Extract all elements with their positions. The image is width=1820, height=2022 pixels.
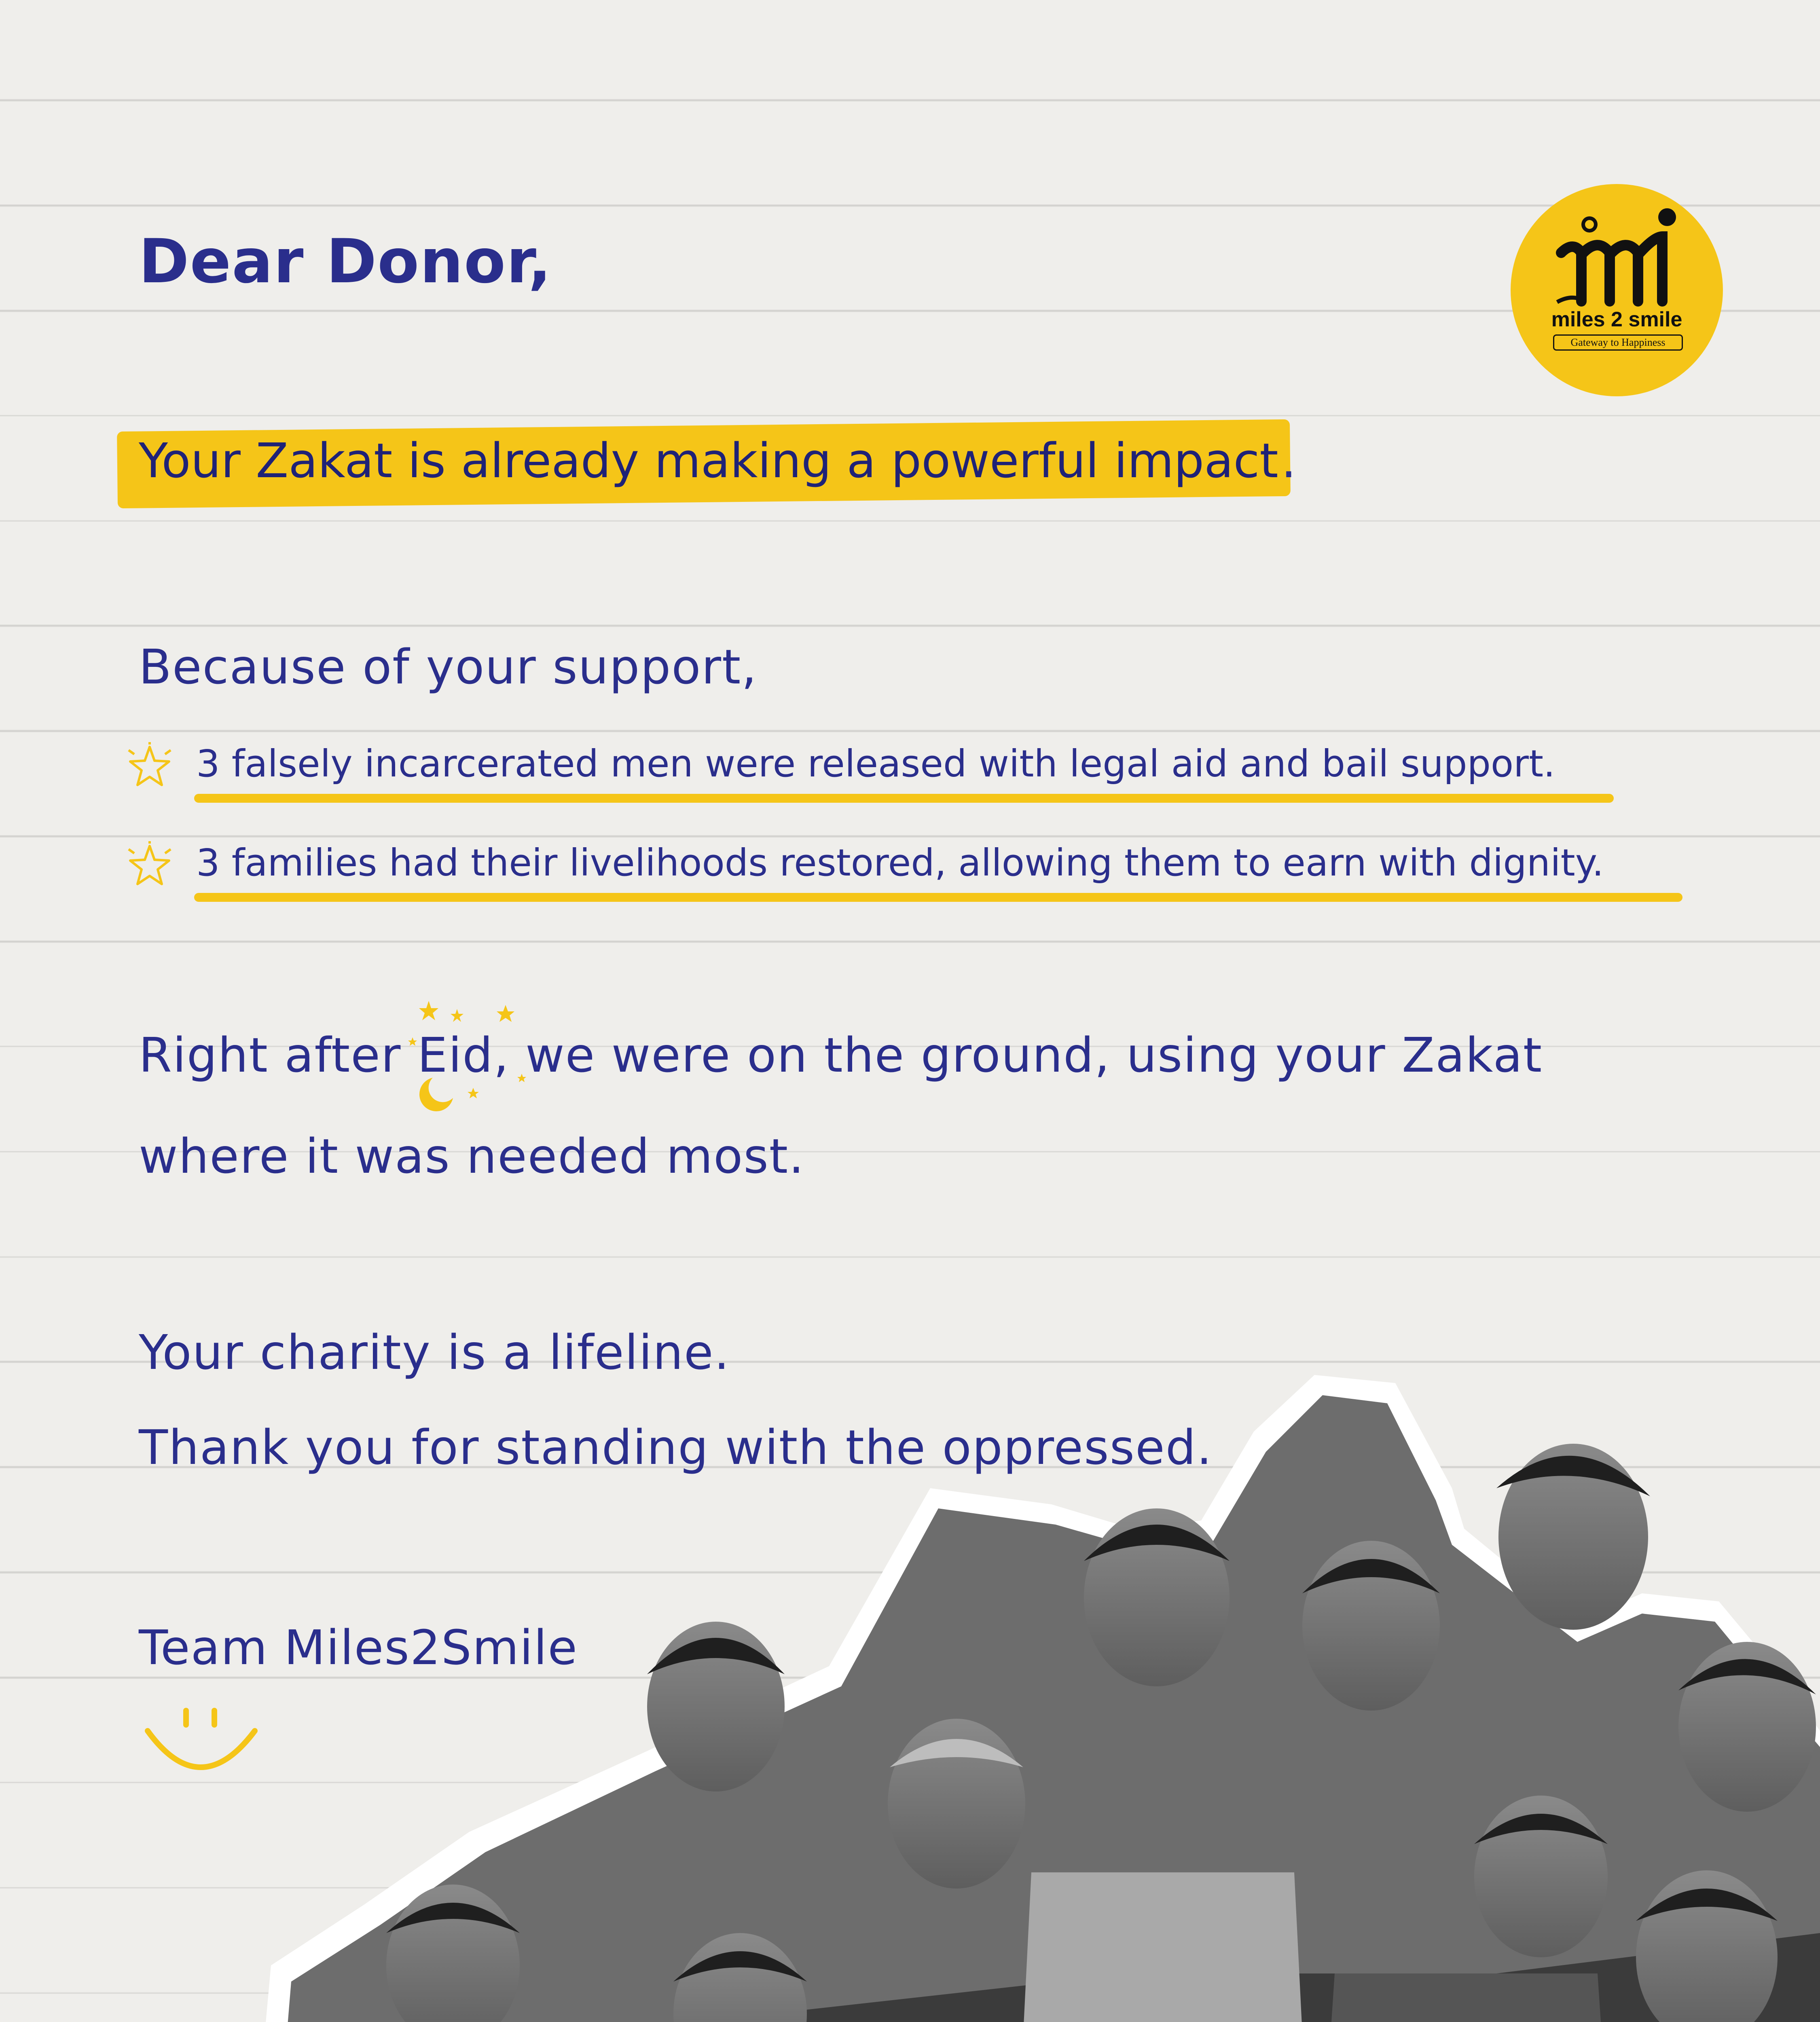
paragraph-line: Thank you for standing with the oppressed. xyxy=(139,1419,1213,1475)
bullet-underline xyxy=(194,893,1682,902)
bullet-underline xyxy=(194,794,1614,803)
miles2smile-logo xyxy=(1511,184,1723,396)
signature: Team Miles2Smile xyxy=(139,1620,578,1675)
greeting: Dear Donor, xyxy=(139,226,552,297)
children-group-photo xyxy=(243,1367,1820,2022)
bullet-text: 3 families had their livelihoods restored, allowing them to earn with dignity. xyxy=(196,841,1604,884)
sparkle-star-icon xyxy=(125,841,174,890)
paragraph-line: Your charity is a lifeline. xyxy=(139,1324,730,1380)
paragraph-line: Right after Eid, we were on the ground, using your Zakat xyxy=(139,1027,1543,1083)
paragraph-line: where it was needed most. xyxy=(139,1128,805,1184)
logo-tagline: Gateway to Happiness xyxy=(1553,334,1683,351)
logo-name: miles 2 smile xyxy=(1551,308,1682,331)
sparkle-star-icon xyxy=(125,742,174,791)
highlight-period: . xyxy=(1281,433,1297,489)
highlighted-statement xyxy=(117,433,1297,489)
intro-text: Because of your support, xyxy=(139,639,758,695)
logo-figures-icon xyxy=(1549,208,1687,309)
bullet-text: 3 falsely incarcerated men were released with legal aid and bail support. xyxy=(196,742,1555,785)
highlight-text: Your Zakat is already making a powerful impact xyxy=(139,433,1278,489)
